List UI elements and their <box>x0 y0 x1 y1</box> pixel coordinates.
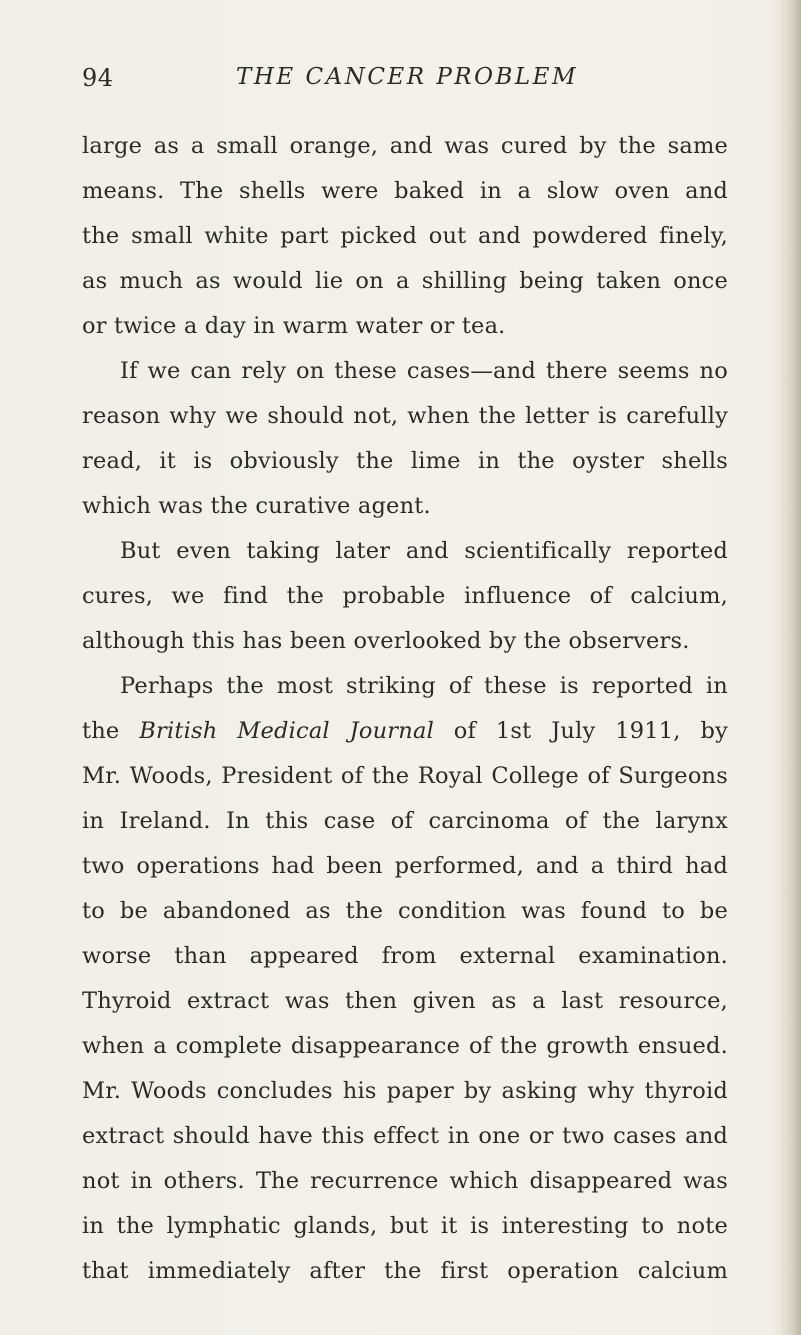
text-line: reason why we should not, when the letter is carefully <box>82 403 728 429</box>
text-line: Perhaps the most striking of these is reported in <box>120 673 728 699</box>
text-line: that immediately after the first operation calcium <box>82 1258 728 1284</box>
text-line: in Ireland. In this case of carcinoma of the larynx <box>82 808 728 834</box>
text-segment: the <box>82 718 140 744</box>
text-line: cures, we find the probable influence of calcium, <box>82 583 728 609</box>
journal-title: British Medical Journal <box>139 718 434 744</box>
text-line: extract should have this effect in one or two cases and <box>82 1123 728 1149</box>
text-line: large as a small orange, and was cured by the same <box>82 133 728 159</box>
text-line: But even taking later and scientifically reported <box>120 538 728 564</box>
page-number: 94 <box>82 64 114 92</box>
text-line: two operations had been performed, and a third had <box>82 853 728 879</box>
text-line: If we can rely on these cases—and there seems no <box>120 358 728 384</box>
text-line: which was the curative agent. <box>82 493 431 519</box>
text-line: as much as would lie on a shilling being taken once <box>82 268 728 294</box>
running-title: THE CANCER PROBLEM <box>235 64 578 90</box>
page-header <box>82 64 732 100</box>
text-line: when a complete disappearance of the growth ensued. <box>82 1033 728 1059</box>
body-text <box>82 124 728 1294</box>
text-line: to be abandoned as the condition was found to be <box>82 898 728 924</box>
text-line: Mr. Woods concludes his paper by asking why thyroid <box>82 1078 728 1104</box>
text-line: not in others. The recurrence which disappeared was <box>82 1168 728 1194</box>
text-line-with-citation <box>82 709 728 754</box>
text-line: Thyroid extract was then given as a last resource, <box>82 988 728 1014</box>
text-line: in the lymphatic glands, but it is interesting to note <box>82 1213 728 1239</box>
text-line: read, it is obviously the lime in the oyster shells <box>82 448 728 474</box>
page-edge-shadow <box>779 0 801 1335</box>
text-line: the small white part picked out and powdered finely, <box>82 223 728 249</box>
text-line: Mr. Woods, President of the Royal College of Surgeons <box>82 763 728 789</box>
text-line: worse than appeared from external examination. <box>82 943 728 969</box>
text-line: means. The shells were baked in a slow oven and <box>82 178 728 204</box>
text-line: although this has been overlooked by the observers. <box>82 628 690 654</box>
text-segment: of 1st July 1911, by <box>433 718 728 744</box>
text-line: or twice a day in warm water or tea. <box>82 313 506 339</box>
